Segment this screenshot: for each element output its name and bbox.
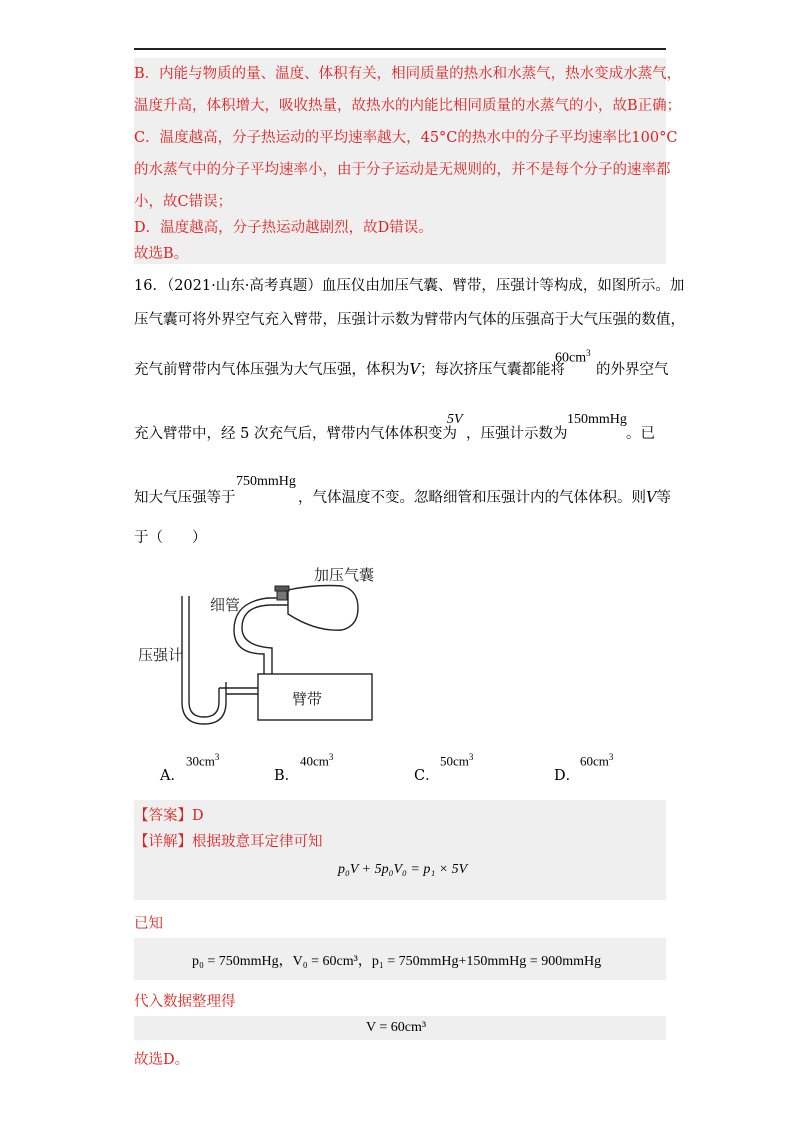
blood-pressure-diagram (138, 562, 418, 732)
explanation-line: 小，故C错误； (134, 194, 233, 210)
option-b-value: $40cm^3$ (300, 752, 334, 769)
question-line: 压气囊可将外界空气充入臂带，压强计示数为臂带内气体的压强高于大气压强的数值， (134, 312, 685, 328)
question-line: 16．（2021·山东·高考真题）血压仪由加压气囊、臂带，压强计等构成，如图所示。加 (134, 278, 685, 294)
explanation-line: 故选B。 (134, 246, 189, 262)
option-a-value: $30cm^3$ (186, 752, 220, 769)
explanation-line: D．温度越高，分子热运动越剧烈，故D错误。 (134, 220, 433, 236)
thin-tube (234, 598, 288, 674)
question-line: 充气前臂带内气体压强为大气压强，体积为V；每次挤压气囊都能将 (134, 362, 565, 378)
option-c[interactable]: C． (414, 768, 440, 784)
known-label: 已知 (134, 916, 163, 932)
question-line: 的外界空气 (596, 362, 669, 378)
label-pump: 加压气囊 (314, 566, 375, 584)
formula-boyle: p₀V + 5p₀V₀ = p₁ × 5V (338, 862, 468, 877)
pump-bulb (288, 586, 358, 631)
answer-label: 【答案】D (134, 808, 204, 824)
question-line: 知大气压强等于 (134, 490, 236, 506)
volume-5v: 5V (447, 412, 463, 427)
question-line: 。已 (626, 426, 655, 442)
substitute-label: 代入数据整理得 (134, 994, 236, 1010)
var-v: V (409, 362, 420, 378)
explanation-line: C．温度越高，分子热运动的平均速率越大，45°C的热水中的分子平均速率比100°C (134, 130, 678, 146)
option-d-value: $60cm^3$ (580, 752, 614, 769)
label-gauge: 压强计 (138, 646, 184, 664)
question-line: 充入臂带中，经 5 次充气后，臂带内气体体积变为 (134, 426, 457, 442)
option-c-value: $50cm^3$ (440, 752, 474, 769)
option-d[interactable]: D． (554, 768, 581, 784)
question-line: ，气体温度不变。忽略细管和压强计内的气体体积。则V等 (298, 490, 671, 506)
conclusion: 故选D。 (134, 1052, 190, 1068)
formula-result: V = 60cm³ (366, 1020, 427, 1035)
question-line: 于（ ） (134, 530, 207, 546)
question-line: ，压强计示数为 (466, 426, 568, 442)
label-tube: 细管 (210, 596, 241, 614)
option-b[interactable]: B． (274, 768, 300, 784)
option-a[interactable]: A． (160, 768, 185, 784)
explanation-line: 温度升高，体积增大，吸收热量，故热水的内能比相同质量的水蒸气的小，故B正确； (134, 98, 682, 114)
pressure-150: 150mmHg (567, 412, 627, 427)
pressure-750: 750mmHg (236, 474, 296, 489)
label-cuff: 臂带 (292, 690, 323, 708)
formula-known: p₀ = 750mmHg，V₀ = 60cm³，p₁ = 750mmHg+150mmHg = 900mmHg (192, 954, 602, 969)
volume-60: $60cm^3$ (555, 348, 591, 366)
detail-label: 【详解】根据玻意耳定律可知 (134, 834, 323, 850)
top-rule (134, 48, 666, 50)
explanation-line: B．内能与物质的量、温度、体积有关，相同质量的热水和水蒸气，热水变成水蒸气， (134, 66, 682, 82)
explanation-line: 的水蒸气中的分子平均速率小，由于分子运动是无规则的，并不是每个分子的速率都 (134, 162, 671, 178)
